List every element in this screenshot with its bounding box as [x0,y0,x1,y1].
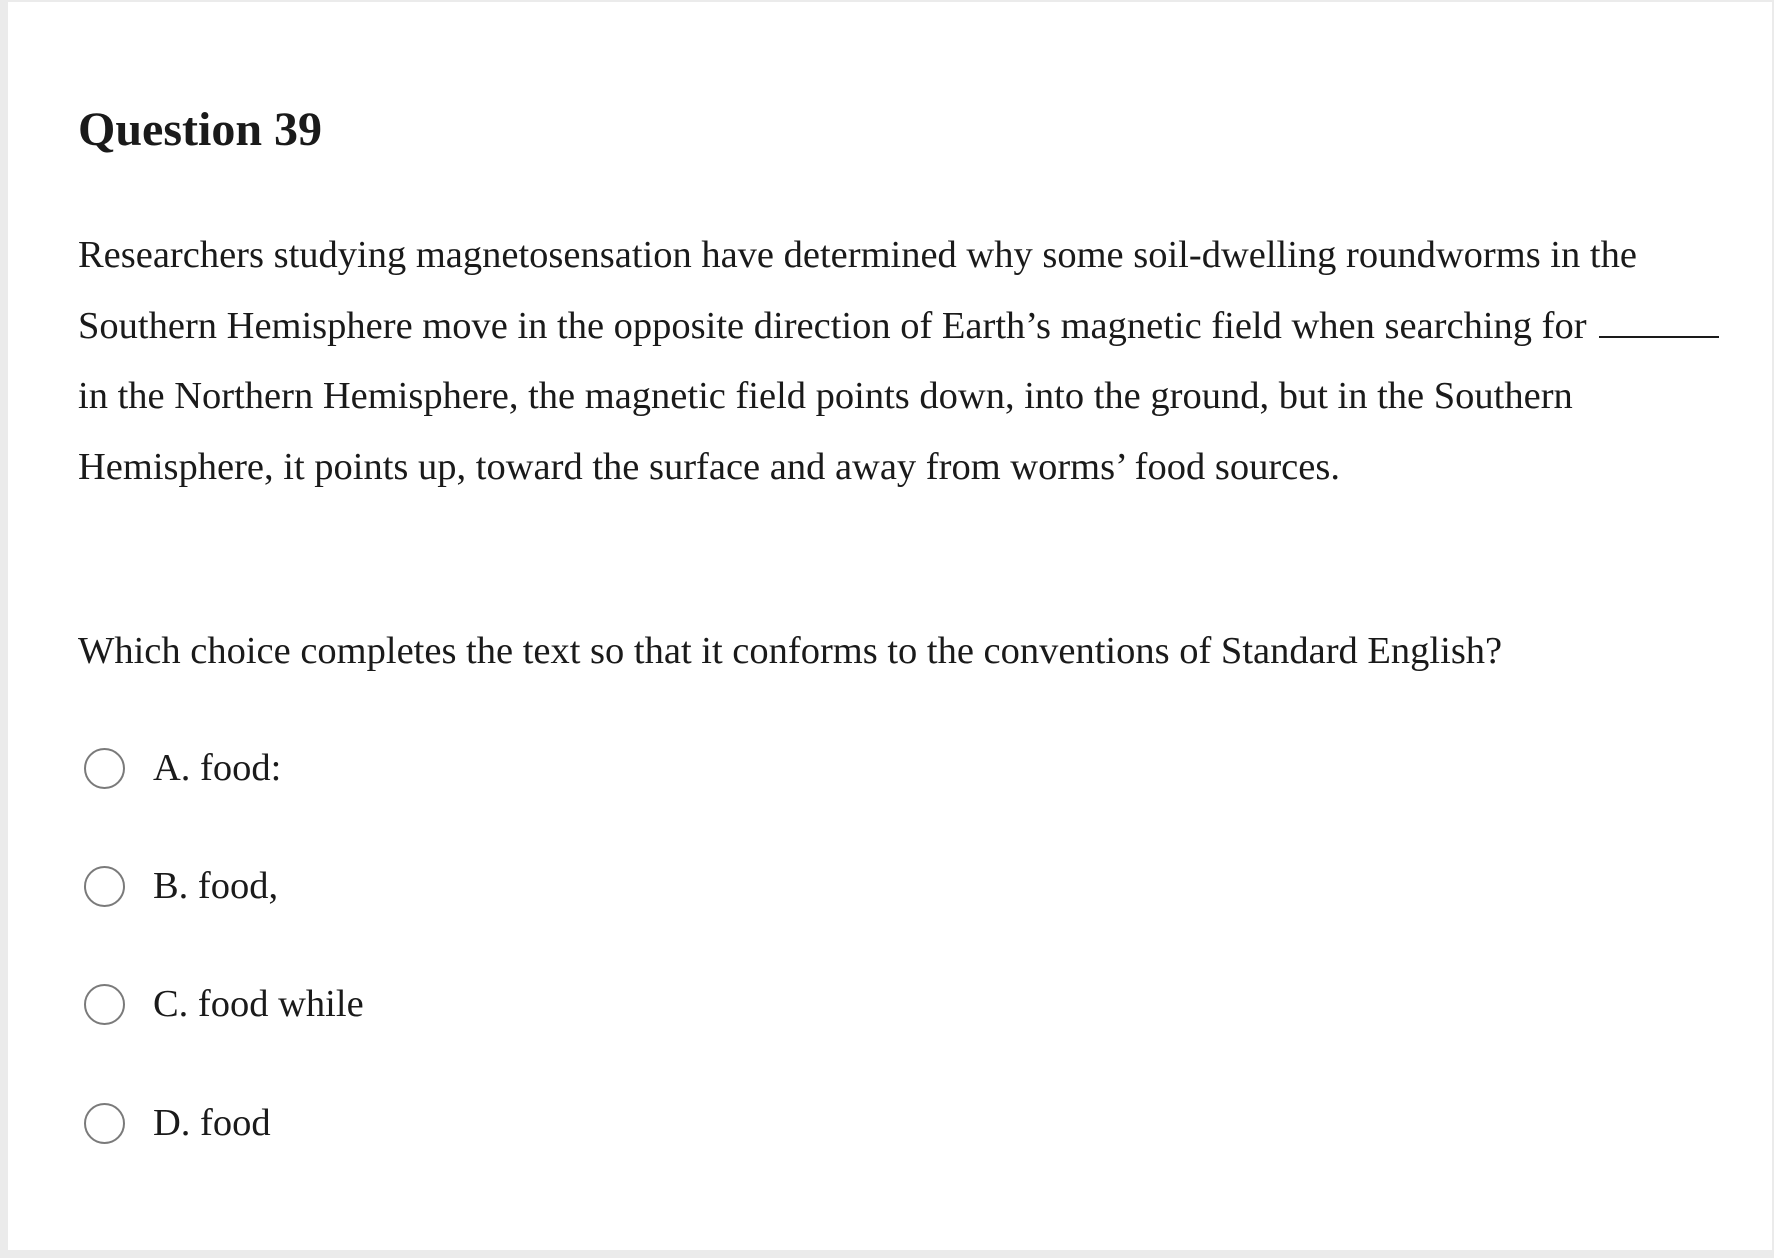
choice-label: A. food: [153,747,282,789]
question-title: Question 39 [78,103,323,156]
choice-a[interactable] [84,743,281,793]
choice-d[interactable] [84,1098,271,1148]
choice-b[interactable] [84,861,278,911]
choice-c[interactable] [84,979,364,1029]
choice-label: C. food while [153,983,364,1025]
answer-blank [1599,306,1719,338]
radio-circle-icon[interactable] [84,984,125,1025]
passage-text-after-blank: in the Northern Hemisphere, the magnetic field points down, into the ground, but in the Southern Hemisphere, it points up, toward the surface and away from worms’ food sources. [78,375,1573,488]
choice-label: D. food [153,1102,271,1144]
question-prompt: Which choice completes the text so that it conforms to the conventions of Standard English? [78,630,1503,672]
passage-text-before-blank: Researchers studying magnetosensation have determined why some soil-dwelling roundworms in the Southern Hemisphere move in the opposite direction of Earth’s magnetic field when searching for [78,234,1637,347]
question-card [8,2,1772,1250]
radio-circle-icon[interactable] [84,866,125,907]
choice-label: B. food, [153,865,279,907]
radio-circle-icon[interactable] [84,748,125,789]
question-passage [78,220,1738,502]
radio-circle-icon[interactable] [84,1103,125,1144]
